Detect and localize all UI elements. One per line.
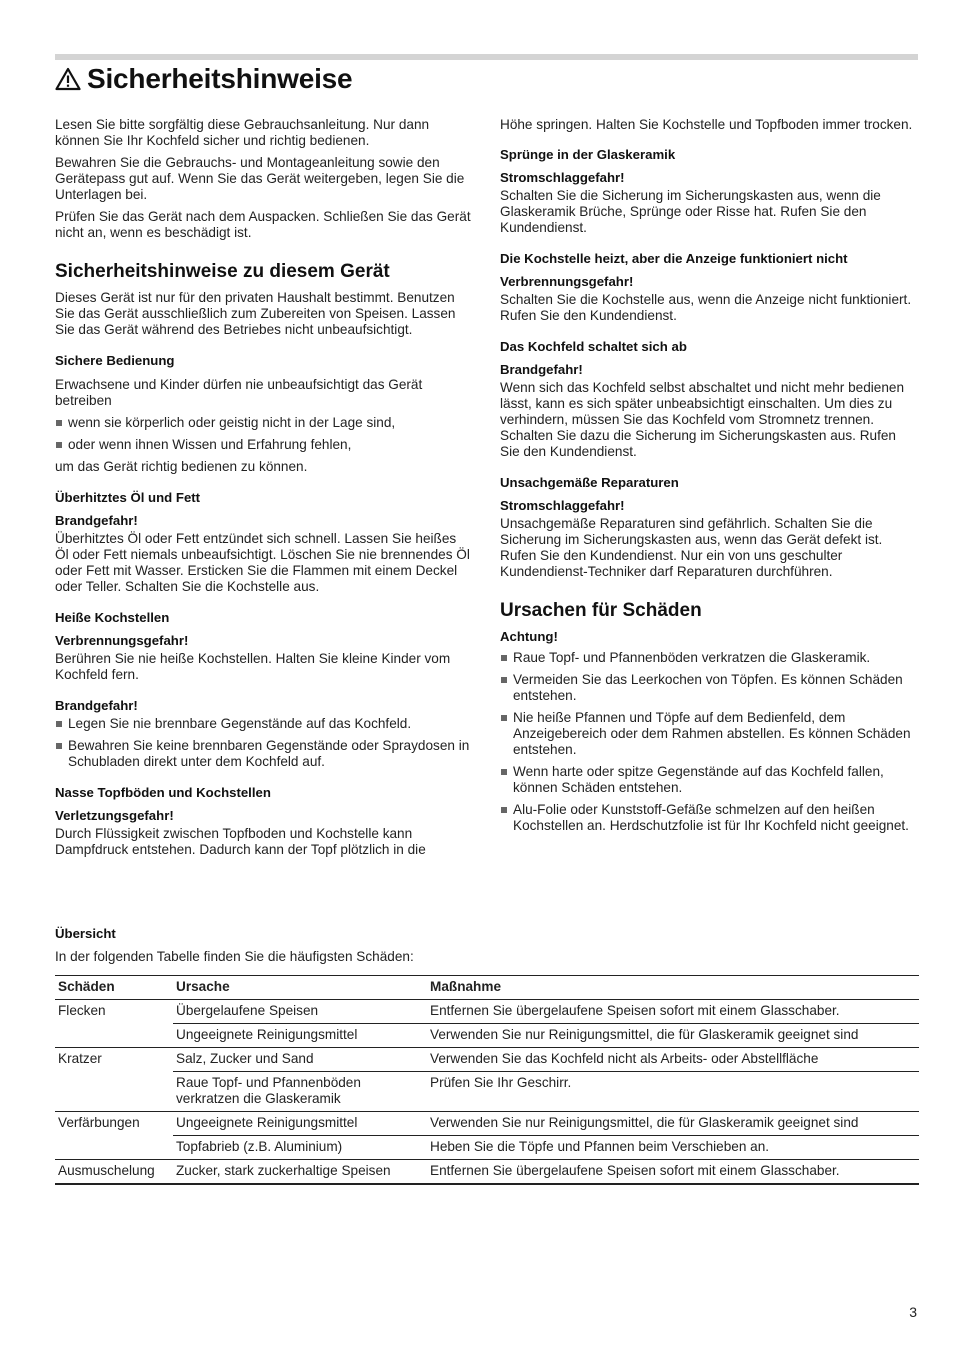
hot-hotplates-text: Berühren Sie nie heiße Kochstellen. Halten Sie kleine Kinder vom Kochfeld fern. xyxy=(55,651,451,682)
table-row xyxy=(55,1048,919,1072)
table-row xyxy=(55,1136,919,1160)
overheated-oil-text: Überhitztes Öl oder Fett entzündet sich schnell. Lassen Sie heißes Öl oder Fett niemals unbeaufsichtigt. Löschen Sie nie brennendes Öl oder Fett mit Wasser. Ersticken Sie die Flammen mit einem Deckel oder Teller. Schalten Sie die Kochstelle aus. xyxy=(55,531,470,594)
warning-label: Brandgefahr! xyxy=(55,513,138,528)
subheading-switches-off: Das Kochfeld schaltet sich ab xyxy=(500,339,687,354)
table-cell xyxy=(55,1024,173,1048)
table-cell: Verwenden Sie nur Reinigungsmittel, die für Glaskeramik geeignet sind xyxy=(427,1024,919,1048)
table-cell: Entfernen Sie übergelaufene Speisen sofort mit einem Glasschaber. xyxy=(427,1160,919,1185)
damage-table xyxy=(55,975,919,1185)
subheading-display: Die Kochstelle heizt, aber die Anzeige funktioniert nicht xyxy=(500,251,848,266)
warning-label: Brandgefahr! xyxy=(55,698,138,713)
device-paragraph: Dieses Gerät ist nur für den privaten Haushalt bestimmt. Benutzen Sie das Gerät ausschließlich zum Zubereiten von Speisen. Lassen Sie das Gerät während des Betriebes nicht unbeaufsichtigt. xyxy=(55,290,456,337)
intro-paragraph: Prüfen Sie das Gerät nach dem Auspacken. Schließen Sie das Gerät nicht an, wenn es beschädigt ist. xyxy=(55,209,471,240)
intro-paragraph: Lesen Sie bitte sorgfältig diese Gebrauchsanleitung. Nur dann können Sie Ihr Kochfeld sicher und richtig bedienen. xyxy=(55,117,430,148)
overview-section xyxy=(55,926,919,1185)
list-item: Bewahren Sie keine brennbaren Gegenstände oder Spraydosen in Schubladen direkt unter dem Kochfeld auf. xyxy=(55,738,473,770)
warning-label: Stromschlaggefahr! xyxy=(500,498,625,513)
column-header: Ursache xyxy=(173,976,427,1000)
table-row xyxy=(55,1000,919,1024)
page-title-text: Sicherheitshinweise xyxy=(87,63,353,94)
list-item: Legen Sie nie brennbare Gegenstände auf das Kochfeld. xyxy=(55,716,473,732)
safe-operation-after: um das Gerät richtig bedienen zu können. xyxy=(55,459,308,474)
list-item: Wenn harte oder spitze Gegenstände auf das Kochfeld fallen, können Schäden entstehen. xyxy=(500,764,918,796)
subheading-cracks: Sprünge in der Glaskeramik xyxy=(500,147,676,162)
list-item: Vermeiden Sie das Leerkochen von Töpfen. Es können Schäden entstehen. xyxy=(500,672,918,704)
table-row xyxy=(55,1024,919,1048)
table-cell: Verwenden Sie das Kochfeld nicht als Arbeits- oder Abstellfläche xyxy=(427,1048,919,1072)
subheading-overheated-oil: Überhitztes Öl und Fett xyxy=(55,490,201,505)
repairs-text: Unsachgemäße Reparaturen sind gefährlich. Schalten Sie die Sicherung im Sicherungskasten aus, wenn das Gerät defekt ist. Rufen Sie den Kundendienst. Nur ein von uns geschulter Kundendienst-Techniker darf Reparaturen durchführen. xyxy=(500,516,883,579)
column-header: Schäden xyxy=(55,976,173,1000)
table-cell: Heben Sie die Töpfe und Pfannen beim Verschieben an. xyxy=(427,1136,919,1160)
list-item: Nie heiße Pfannen und Töpfe auf dem Bedienfeld, dem Anzeigebereich oder dem Rahmen abstellen. Es können Schäden entstehen. xyxy=(500,710,918,758)
table-cell: Entfernen Sie übergelaufene Speisen sofort mit einem Glasschaber. xyxy=(430,1003,840,1018)
warning-label: Verbrennungsgefahr! xyxy=(500,274,634,289)
table-cell: Raue Topf- und Pfannenböden verkratzen die Glaskeramik xyxy=(173,1072,427,1112)
table-cell: Ausmuschelung xyxy=(55,1160,173,1185)
table-cell: Zucker, stark zuckerhaltige Speisen xyxy=(173,1160,427,1185)
subheading-hot-hotplates: Heiße Kochstellen xyxy=(55,610,170,625)
table-header-row xyxy=(55,976,919,1000)
overview-heading: Übersicht xyxy=(55,926,116,941)
warning-label: Verbrennungsgefahr! xyxy=(55,633,189,648)
overview-text: In der folgenden Tabelle finden Sie die häufigsten Schäden: xyxy=(55,949,414,964)
safe-operation-text: Erwachsene und Kinder dürfen nie unbeaufsichtigt das Gerät betreiben xyxy=(55,377,423,408)
table-cell: Topfabrieb (z.B. Aluminium) xyxy=(173,1136,427,1160)
table-row xyxy=(55,1072,919,1112)
table-cell xyxy=(55,1072,173,1112)
safe-operation-list xyxy=(55,415,473,453)
column-header: Maßnahme xyxy=(427,976,919,1000)
warning-label: Stromschlaggefahr! xyxy=(500,170,625,185)
table-cell xyxy=(55,1136,173,1160)
table-cell: Verwenden Sie nur Reinigungsmittel, die für Glaskeramik geeignet sind xyxy=(427,1112,919,1136)
hot-hotplates-list xyxy=(55,716,473,770)
header-rule xyxy=(55,54,918,60)
right-column xyxy=(500,117,918,840)
page-number: 3 xyxy=(909,1304,917,1320)
warning-label: Achtung! xyxy=(500,629,558,644)
page-title xyxy=(55,62,352,96)
table-cell: Übergelaufene Speisen xyxy=(176,1003,319,1018)
table-cell: Kratzer xyxy=(55,1048,173,1072)
table-cell: Ungeeignete Reinigungsmittel xyxy=(173,1112,427,1136)
warning-label: Brandgefahr! xyxy=(500,362,583,377)
table-cell: Flecken xyxy=(58,1003,106,1018)
list-item: oder wenn ihnen Wissen und Erfahrung fehlen, xyxy=(55,437,473,453)
subheading-repairs: Unsachgemäße Reparaturen xyxy=(500,475,679,490)
display-text: Schalten Sie die Kochstelle aus, wenn die Anzeige nicht funktioniert. Rufen Sie den Kundendienst. xyxy=(500,292,912,323)
wet-pans-text: Durch Flüssigkeit zwischen Topfboden und Kochstelle kann Dampfdruck entstehen. Dadurch kann der Topf plötzlich in die xyxy=(55,826,426,857)
table-cell: Salz, Zucker und Sand xyxy=(173,1048,427,1072)
warning-icon xyxy=(55,67,81,91)
table-cell: Ungeeignete Reinigungsmittel xyxy=(173,1024,427,1048)
subheading-wet-pans: Nasse Topfböden und Kochstellen xyxy=(55,785,271,800)
table-cell: Verfärbungen xyxy=(55,1112,173,1136)
table-cell: Prüfen Sie Ihr Geschirr. xyxy=(427,1072,919,1112)
continued-paragraph: Höhe springen. Halten Sie Kochstelle und Topfboden immer trocken. xyxy=(500,117,913,132)
left-column xyxy=(55,117,473,864)
subheading-safe-operation: Sichere Bedienung xyxy=(55,353,175,368)
list-item: Alu-Folie oder Kunststoff-Gefäße schmelzen auf den heißen Kochstellen an. Herdschutzfolie ist für Ihr Kochfeld nicht geeignet. xyxy=(500,802,918,834)
warning-label: Verletzungsgefahr! xyxy=(55,808,174,823)
damage-list xyxy=(500,650,918,834)
table-row xyxy=(55,1112,919,1136)
section-heading-damage: Ursachen für Schäden xyxy=(500,600,702,621)
switches-off-text: Wenn sich das Kochfeld selbst abschaltet und nicht mehr bedienen lässt, kann es sich später unbeabsichtigt einschalten. Um dies zu verhindern, müssen Sie das Kochfeld vom Stromnetz trennen. Schalten Sie dazu die Sicherung im Sicherungskasten aus. Rufen Sie den Kundendienst. xyxy=(500,380,905,459)
section-heading-device: Sicherheitshinweise zu diesem Gerät xyxy=(55,261,390,282)
table-row xyxy=(55,1160,919,1185)
cracks-text: Schalten Sie die Sicherung im Sicherungskasten aus, wenn die Glaskeramik Brüche, Sprünge oder Risse hat. Rufen Sie den Kundendienst. xyxy=(500,188,881,235)
intro-paragraph: Bewahren Sie die Gebrauchs- und Montageanleitung sowie den Gerätepass gut auf. Wenn Sie das Gerät weitergeben, legen Sie die Unterlagen bei. xyxy=(55,155,465,202)
list-item: wenn sie körperlich oder geistig nicht in der Lage sind, xyxy=(55,415,473,431)
list-item: Raue Topf- und Pfannenböden verkratzen die Glaskeramik. xyxy=(500,650,918,666)
